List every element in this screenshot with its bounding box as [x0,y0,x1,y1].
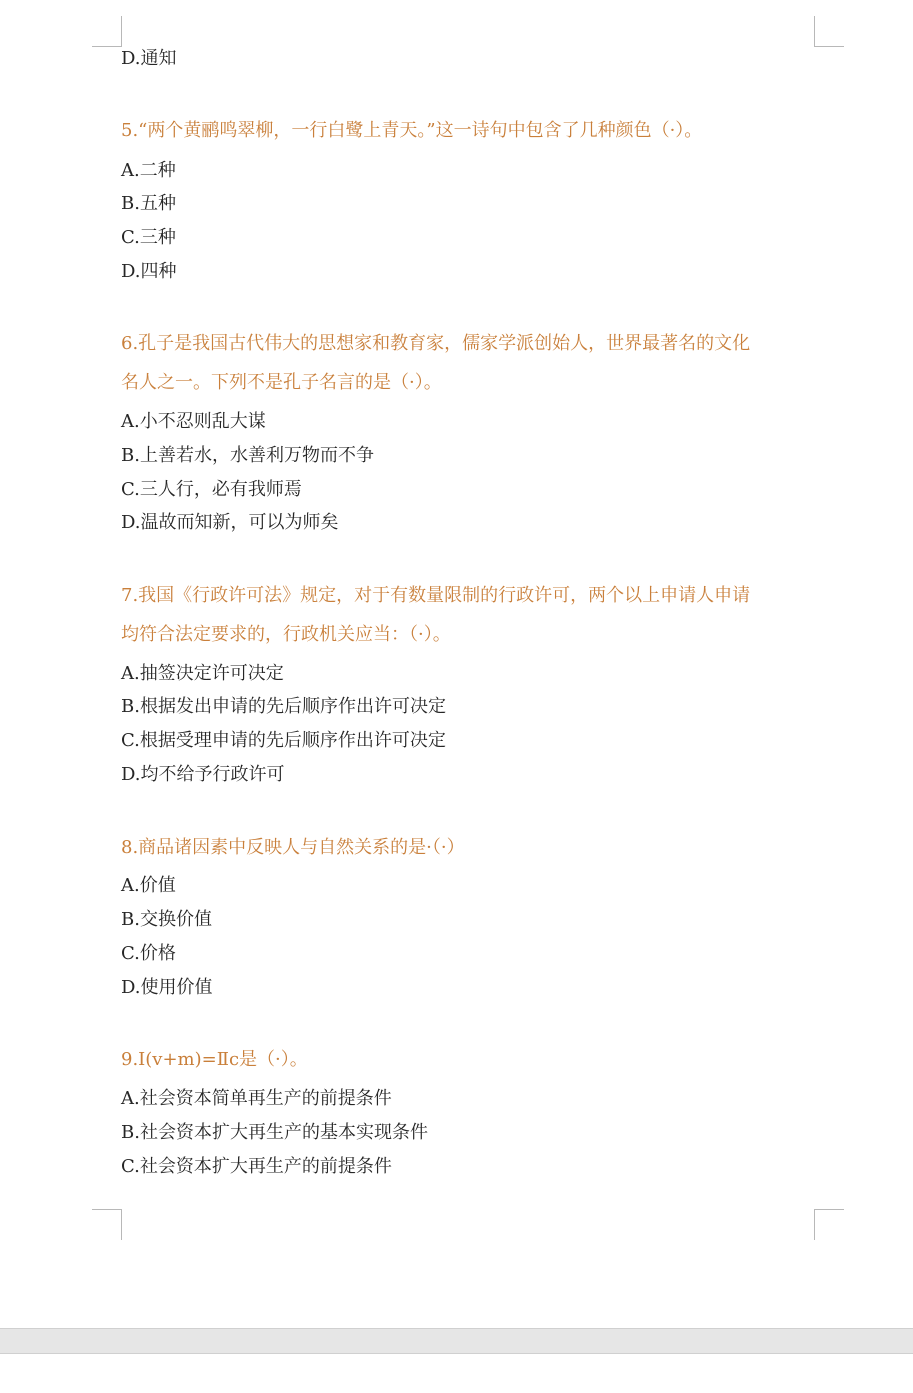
option-5-a: A.二种 [121,160,176,181]
option-7-a: A.抽签决定许可决定 [121,663,284,684]
option-5-c: C.三种 [121,227,176,248]
option-4-d: D.通知 [121,48,177,69]
option-7-b: B.根据发出申请的先后顺序作出许可决定 [121,696,446,717]
option-9-c: C.社会资本扩大再生产的前提条件 [121,1156,392,1177]
question-6-text-line-1: 6.孔子是我国古代伟大的思想家和教育家，儒家学派创始人，世界最著名的文化 [121,333,751,354]
option-8-a: A.价值 [121,875,176,896]
option-9-a: A.社会资本简单再生产的前提条件 [121,1088,392,1109]
page-footer-area [0,1328,913,1393]
option-8-b: B.交换价值 [121,909,212,930]
question-5-text: 5.“两个黄鹂鸣翠柳，一行白鹭上青天。”这一诗句中包含了几种颜色（·）。 [121,120,703,141]
question-9-text: 9.Ⅰ(v+m)=Ⅱc是（·）。 [121,1049,308,1070]
margin-corner-top-right [814,16,844,47]
option-8-c: C.价格 [121,943,176,964]
option-7-d: D.均不给予行政许可 [121,764,285,785]
option-9-b: B.社会资本扩大再生产的基本实现条件 [121,1122,428,1143]
option-6-a: A.小不忍则乱大谋 [121,411,266,432]
option-5-b: B.五种 [121,193,176,214]
option-5-d: D.四种 [121,261,177,282]
option-6-c: C.三人行，必有我师焉 [121,479,302,500]
margin-corner-top-left [92,16,122,47]
question-7-text-line-1: 7.我国《行政许可法》规定，对于有数量限制的行政许可，两个以上申请人申请 [121,585,751,606]
option-8-d: D.使用价值 [121,977,213,998]
question-7-text-line-2: 均符合法定要求的，行政机关应当：（·）。 [121,624,451,645]
option-6-d: D.温故而知新，可以为师矣 [121,512,339,533]
horizontal-scrollbar[interactable] [0,1328,913,1354]
question-8-text: 8.商品诸因素中反映人与自然关系的是·（·） [121,837,465,858]
margin-corner-bottom-left [92,1209,122,1240]
question-6-text-line-2: 名人之一。下列不是孔子名言的是（·）。 [121,372,442,393]
option-7-c: C.根据受理申请的先后顺序作出许可决定 [121,730,446,751]
option-6-b: B.上善若水，水善利万物而不争 [121,445,374,466]
margin-corner-bottom-right [814,1209,844,1240]
